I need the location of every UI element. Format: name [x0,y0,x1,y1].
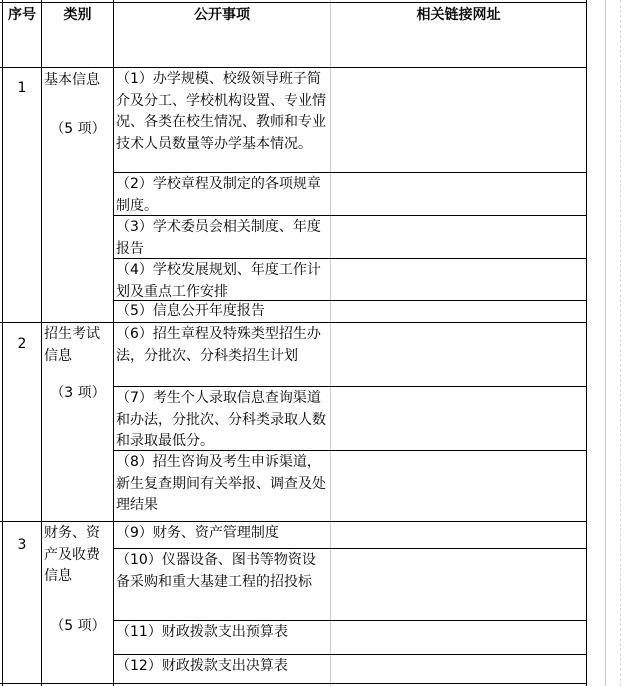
grid-line [0,67,587,68]
disclosure-item: （10）仪器设备、图书等物资设备采购和重大基建工程的招投标 [116,552,316,590]
grid-line [586,0,587,686]
row-category: 招生考试信息 [44,326,100,364]
grid-line [113,620,587,621]
disclosure-item: （9）财务、资产管理制度 [116,525,279,541]
header-link: 相关链接网址 [416,7,501,23]
grid-line [0,683,587,684]
disclosure-item: （6）招生章程及特殊类型招生办法，分批次、分科类招生计划 [116,326,321,364]
grid-line [0,521,587,522]
row-category: 财务、资产及收费信息 [44,525,100,584]
grid-line [330,0,331,686]
grid-line [620,0,621,686]
disclosure-item: （12）财政拨款支出决算表 [116,658,288,674]
row-index: 2 [17,336,27,352]
disclosure-item: （7）考生个人录取信息查询渠道和办法，分批次、分科类录取人数和录取最低分。 [116,390,326,449]
row-count: （3 项） [50,385,106,401]
grid-line [605,0,606,686]
row-index: 1 [17,80,27,96]
grid-line [113,548,587,549]
grid-line [0,2,587,3]
grid-line [113,0,114,686]
disclosure-item: （4）学校发展规划、年度工作计划及重点工作安排 [116,262,321,300]
grid-line [113,172,587,173]
row-count: （5 项） [50,121,106,137]
header-category: 类别 [63,7,92,23]
grid-line [113,386,587,387]
row-category: 基本信息 [44,72,100,88]
disclosure-item: （3）学术委员会相关制度、年度报告 [116,219,321,257]
disclosure-item: （1）办学规模、校级领导班子简介及分工、学校机构设置、专业情况、各类在校生情况、教师和专业技术人员数量等办学基本情况。 [116,71,326,152]
disclosure-item: （8）招生咨询及考生申诉渠道，新生复查期间有关举报、调查及处理结果 [116,454,326,513]
grid-line [113,654,587,655]
row-count: （5 项） [50,618,106,634]
row-index: 3 [17,537,27,553]
disclosure-item: （2）学校章程及制定的各项规章制度。 [116,176,321,214]
disclosure-item: （11）财政拨款支出预算表 [116,624,288,640]
header-item: 公开事项 [194,7,250,23]
grid-line [41,0,42,686]
disclosure-item: （5）信息公开年度报告 [116,303,265,319]
header-index: 序号 [8,7,36,23]
